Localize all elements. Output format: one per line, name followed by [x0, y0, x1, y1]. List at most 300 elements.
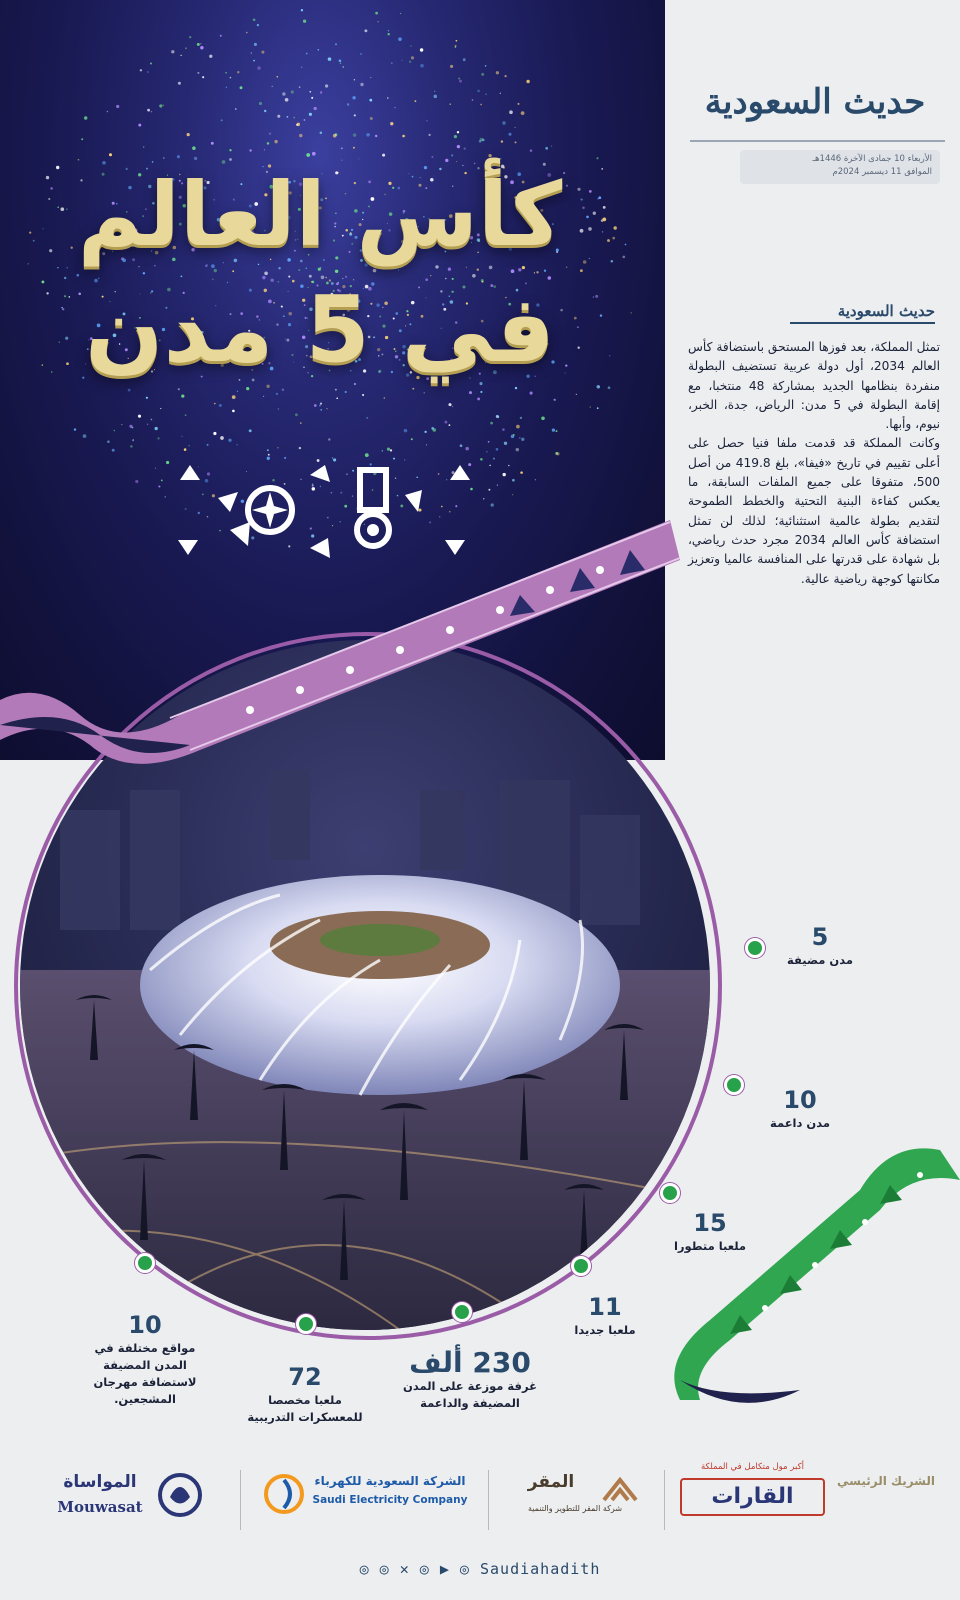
sparkle [596, 157, 598, 159]
sparkle [556, 430, 558, 432]
sparkle [554, 399, 556, 401]
sparkle [589, 258, 590, 259]
sparkle [517, 103, 519, 105]
sparkle [180, 55, 181, 56]
stat-hotel-rooms [390, 1348, 550, 1412]
stat-advanced-stadiums [650, 1208, 770, 1255]
qarat-tagline: أكبر مول متكامل في المملكة [701, 1462, 804, 1472]
headline [60, 160, 580, 390]
sparkle [49, 249, 52, 252]
stat-dot-5 [452, 1302, 472, 1322]
sparkle [504, 442, 507, 445]
stat-dot-4 [571, 1256, 591, 1276]
sparkle [354, 79, 355, 80]
sparkle [500, 93, 501, 94]
sparkle [428, 134, 430, 136]
sparkle [488, 489, 490, 491]
sparkle [29, 231, 31, 233]
sparkle [420, 48, 423, 51]
sparkle [480, 458, 483, 461]
main-partner-label: الشريك الرئيسي [837, 1474, 935, 1488]
sparkle [463, 58, 466, 61]
sparkle [135, 480, 138, 483]
sparkle [301, 9, 303, 11]
sparkle [320, 409, 321, 410]
sparkle [301, 67, 302, 68]
sparkle [597, 198, 599, 200]
stat-dot-6 [296, 1314, 316, 1334]
sparkle [409, 61, 411, 63]
sparkle [268, 454, 270, 456]
masthead-rule [690, 140, 945, 142]
sparkle [269, 133, 271, 135]
sparkle [480, 104, 482, 106]
stat-value: 10 [128, 1311, 162, 1339]
sparkle [450, 65, 453, 68]
stat-label: مدن مضيفة [787, 953, 853, 967]
green-ribbon [640, 1130, 960, 1420]
sparkle [377, 21, 378, 22]
sparkle [249, 429, 252, 432]
sparkle [609, 355, 610, 356]
sparkle [469, 391, 472, 394]
mouwasat-name-en: Mouwasat [57, 1498, 143, 1516]
sparkle [489, 465, 491, 467]
sparkle [282, 92, 285, 95]
stat-fan-festival-sites [80, 1310, 210, 1408]
sparkle [457, 131, 459, 133]
sparkle [581, 199, 583, 201]
stat-dot-3 [660, 1183, 680, 1203]
sparkle [155, 468, 156, 469]
sparkle [414, 100, 416, 102]
sparkle [410, 45, 411, 46]
sparkle [488, 441, 490, 443]
sparkle [580, 269, 583, 272]
sparkle [163, 105, 164, 106]
sparkle [278, 408, 279, 409]
sparkle [451, 154, 453, 156]
sparkle [202, 76, 204, 78]
sparkle [360, 83, 363, 86]
sparkle [622, 256, 625, 259]
sparkle [107, 440, 110, 443]
sparkle [257, 66, 260, 69]
sparkle [503, 473, 506, 476]
sparkle [335, 43, 337, 45]
sparkle [502, 121, 505, 124]
stat-label: ملعبا متطورا [673, 1239, 747, 1253]
sparkle [485, 94, 486, 95]
sparkle [614, 226, 617, 229]
sparkle [326, 408, 327, 409]
sparkle [264, 149, 265, 150]
sparkle [375, 135, 377, 137]
sparkle [353, 147, 355, 149]
sparkle [515, 127, 516, 128]
sparkle [264, 110, 266, 112]
sparkle [146, 397, 148, 399]
sparkle [477, 90, 480, 93]
sparkle [519, 437, 521, 439]
sparkle [602, 231, 603, 232]
sparkle [516, 425, 520, 429]
sparkle [147, 71, 148, 72]
sparkle [226, 87, 227, 88]
sparkle [177, 155, 180, 158]
sparkle [458, 77, 460, 79]
sparkle [299, 134, 302, 137]
sparkle [140, 69, 142, 71]
sparkle [303, 20, 306, 23]
stat-value: 72 [288, 1363, 322, 1391]
stat-value: 230 ألف [409, 1346, 531, 1379]
sparkle [232, 395, 236, 399]
sparkle [597, 385, 600, 388]
sparkle [364, 29, 367, 32]
sparkle [391, 62, 393, 64]
stat-host-cities [760, 922, 880, 969]
social-icons: ◎ ◎ ✕ ◎ ▶ ◎ [359, 1560, 480, 1578]
sparkle [521, 438, 524, 441]
sparkle [586, 216, 589, 219]
sparkle [317, 49, 319, 51]
sparkle [508, 465, 510, 467]
sparkle [232, 410, 235, 413]
sparkle [220, 35, 222, 37]
sparkle [84, 116, 87, 119]
sparkle [625, 244, 627, 246]
sparkle [259, 102, 262, 105]
sparkle [197, 72, 199, 74]
sparkle [384, 397, 386, 399]
almuqr-name: المقر [527, 1472, 575, 1492]
stat-label: مواقع مختلفة في المدن المضيفة لاستضافة مهرجان المشجعين. [93, 1341, 197, 1406]
sparkle [276, 393, 278, 395]
sparkle [450, 103, 451, 104]
footer-social [0, 1560, 960, 1578]
stat-dot-7 [135, 1253, 155, 1273]
sparkle [109, 153, 112, 156]
sparkle [382, 154, 385, 157]
sparkle [521, 111, 525, 115]
sparkle [424, 431, 426, 433]
sparkle [151, 419, 153, 421]
sparkle [304, 119, 306, 121]
sparkle [237, 444, 238, 445]
sparkle [221, 119, 223, 121]
sparkle [306, 53, 308, 55]
sparkle [457, 145, 460, 148]
sparkle [274, 140, 277, 143]
sparkle [366, 133, 370, 137]
date-gregorian: الموافق 11 ديسمبر 2024م [832, 167, 932, 177]
sparkle [541, 417, 545, 421]
sparkle [400, 13, 401, 14]
sparkle [607, 239, 610, 242]
sec-logo-icon [262, 1472, 306, 1516]
stat-label: مدن داعمة [770, 1116, 830, 1130]
sparkle [277, 447, 278, 448]
sparkle [545, 147, 548, 150]
sparkle [402, 135, 405, 138]
sparkle [460, 444, 463, 447]
sparkle [219, 404, 222, 407]
sparkle [314, 404, 317, 407]
sparkle [387, 448, 390, 451]
sparkle [582, 207, 585, 210]
sparkle [452, 406, 453, 407]
sparkle [480, 391, 482, 393]
headline-line-1: كأس العالم [77, 163, 563, 266]
sparkle [132, 440, 134, 442]
sparkle [171, 50, 174, 53]
sec-name-en: Saudi Electricity Company [312, 1494, 468, 1506]
sparkle [267, 449, 269, 451]
sparkle [516, 448, 520, 452]
sparkle [382, 450, 383, 451]
sparkle [496, 415, 499, 418]
date-box [740, 150, 940, 184]
sparkle [362, 394, 364, 396]
sparkle [464, 147, 466, 149]
article-source-logo: حديث السعودية [790, 302, 935, 324]
sparkle [593, 296, 595, 298]
sparkle [157, 437, 159, 439]
sparkle [472, 99, 474, 101]
sparkle [424, 392, 425, 393]
sparkle [456, 40, 458, 42]
sparkle [375, 12, 378, 15]
sparkle [237, 71, 239, 73]
sparkle [444, 421, 447, 424]
sparkle [434, 91, 435, 92]
sparkle [449, 424, 451, 426]
date-hijri: الأربعاء 10 جمادى الآخرة 1446هـ [812, 154, 932, 164]
sparkle [306, 153, 310, 157]
sparkle [345, 391, 347, 393]
sparkle [390, 122, 393, 125]
sparkle [267, 142, 270, 145]
sparkle [132, 427, 133, 428]
sparkle [138, 124, 141, 127]
sparkle [228, 439, 231, 442]
sparkle [56, 166, 59, 169]
sparkle [509, 110, 513, 114]
sparkle [369, 99, 372, 102]
sparkle [513, 434, 515, 436]
sparkle [272, 86, 273, 87]
stat-training-pitches [240, 1362, 370, 1426]
sparkle [185, 48, 186, 49]
sparkle [261, 51, 264, 54]
sec-name-ar: الشركة السعودية للكهرباء [314, 1474, 466, 1488]
sparkle [48, 198, 50, 200]
qarat-name: القارات [680, 1478, 825, 1516]
sparkle [81, 138, 83, 140]
sparkle [612, 237, 615, 240]
sparkle [593, 212, 596, 215]
sparkle [143, 146, 144, 147]
emblem-triangle-icon [180, 465, 200, 480]
sparkle [455, 45, 457, 47]
sparkle [74, 428, 76, 430]
sparkle [370, 77, 371, 78]
sparkle [213, 432, 216, 435]
sparkle [320, 91, 322, 93]
sparkle [477, 397, 480, 400]
sparkle [309, 113, 312, 116]
sparkle [46, 176, 49, 179]
sparkle [631, 312, 632, 313]
sparkle [370, 117, 373, 120]
article-body [688, 338, 940, 589]
sparkle [253, 60, 255, 62]
sparkle [311, 97, 313, 99]
sparkle [390, 449, 392, 451]
sparkle [147, 423, 149, 425]
sparkle [209, 55, 212, 58]
sparkle [353, 133, 356, 136]
sparkle [28, 263, 29, 264]
sparkle [312, 152, 316, 156]
sparkle [200, 43, 202, 45]
sparkle [114, 430, 116, 432]
sparkle [485, 65, 487, 67]
sparkle [431, 427, 434, 430]
sparkle [300, 422, 302, 424]
sparkle [459, 80, 462, 83]
sparkle [520, 471, 523, 474]
sparkle [496, 71, 499, 74]
sparkle [57, 206, 59, 208]
sparkle [253, 18, 256, 21]
sparkle [147, 109, 150, 112]
sparkle [309, 91, 311, 93]
sparkle [43, 228, 44, 229]
sponsor-divider [664, 1470, 665, 1530]
sponsor-divider [240, 1470, 241, 1530]
sparkle [291, 90, 294, 93]
sparkle [112, 449, 115, 452]
sparkle [33, 240, 35, 242]
sparkle [328, 57, 332, 61]
sparkle [583, 260, 587, 264]
stat-value: 15 [693, 1209, 727, 1237]
sparkle [426, 444, 427, 445]
sparkle [388, 30, 389, 31]
sparkle [155, 427, 158, 430]
sparkle [576, 394, 577, 395]
sparkle [501, 140, 503, 142]
sparkle [285, 98, 289, 102]
sparkle [220, 436, 224, 440]
sparkle [388, 33, 390, 35]
sparkle [246, 32, 248, 34]
sparkle [490, 422, 493, 425]
sparkle [130, 445, 133, 448]
sparkle [608, 386, 611, 389]
sparkle [493, 458, 495, 460]
sparkle [284, 457, 286, 459]
sparkle [159, 104, 162, 107]
sparkle [185, 414, 187, 416]
sparkle [178, 82, 181, 85]
sparkle [189, 36, 191, 38]
sparkle [293, 117, 295, 119]
sparkle [325, 84, 328, 87]
sparkle [251, 52, 253, 54]
sparkle [589, 190, 592, 193]
sparkle [187, 133, 190, 136]
sparkle [314, 107, 317, 110]
sparkle [42, 364, 43, 365]
sparkle [480, 138, 483, 141]
sparkle [556, 452, 559, 455]
sparkle [214, 403, 216, 405]
sparkle [200, 46, 203, 49]
sparkle [600, 314, 602, 316]
stat-value: 10 [783, 1086, 817, 1114]
sparkle [299, 447, 301, 449]
sparkle [448, 403, 451, 406]
stat-value: 5 [811, 923, 829, 951]
sparkle [347, 103, 349, 105]
article-paragraph-2: وكانت المملكة قد قدمت ملفا فنيا حصل على أعلى تقييم في تاريخ «فيفا»، بلغ 419.8 من أصل 500، متفوقا على جميع الملفات السابقة، ما يعكس كفاءة البنية التحتية والخطط الطموحة لتقديم بطولة عالمية استثنائية؛ لذلك لن تمثل استضافة كأس العالم 2034 مجرد حدث رياضي، بل شهادة على قدرتها على المنافسة عالميا وتعزيز مكانتها كوجهة رياضية عالية. [688, 436, 940, 586]
stat-label: ملعبا مخصصا للمعسكرات التدريبية [247, 1393, 363, 1424]
stat-support-cities [740, 1085, 860, 1132]
sparkle [488, 154, 491, 157]
sparkle [552, 428, 555, 431]
sparkle [263, 396, 264, 397]
stat-value: 11 [588, 1293, 622, 1321]
sparkle [229, 149, 231, 151]
sparkle [225, 72, 227, 74]
sparkle [277, 115, 280, 118]
sparkle [150, 63, 152, 65]
sparkle [287, 116, 289, 118]
sparkle [299, 86, 301, 88]
sparkle [192, 146, 196, 150]
almuqr-subtitle: شركة المقر للتطوير والتنمية [527, 1504, 623, 1513]
sparkle [354, 114, 356, 116]
sparkle [188, 445, 189, 446]
sparkle [454, 135, 457, 138]
sparkle [138, 415, 141, 418]
sparkle [352, 96, 355, 99]
sparkle [184, 448, 187, 451]
sparkle [116, 105, 119, 108]
sparkle [580, 229, 584, 233]
mouwasat-name-ar: المواساة [63, 1472, 137, 1492]
sparkle [508, 133, 511, 136]
sparkle [398, 37, 402, 41]
sparkle [163, 157, 165, 159]
sponsors-bar [0, 1440, 960, 1540]
sparkle [595, 295, 598, 298]
sparkle [497, 484, 498, 485]
sparkle [431, 156, 433, 158]
sparkle [426, 120, 427, 121]
sparkle [434, 95, 438, 99]
sparkle [597, 407, 599, 409]
social-handle[interactable]: Saudiahadith [480, 1560, 601, 1578]
sparkle [504, 75, 506, 77]
sparkle [401, 60, 402, 61]
sparkle [588, 227, 592, 231]
sparkle [332, 457, 333, 458]
stat-new-stadiums [545, 1292, 665, 1339]
